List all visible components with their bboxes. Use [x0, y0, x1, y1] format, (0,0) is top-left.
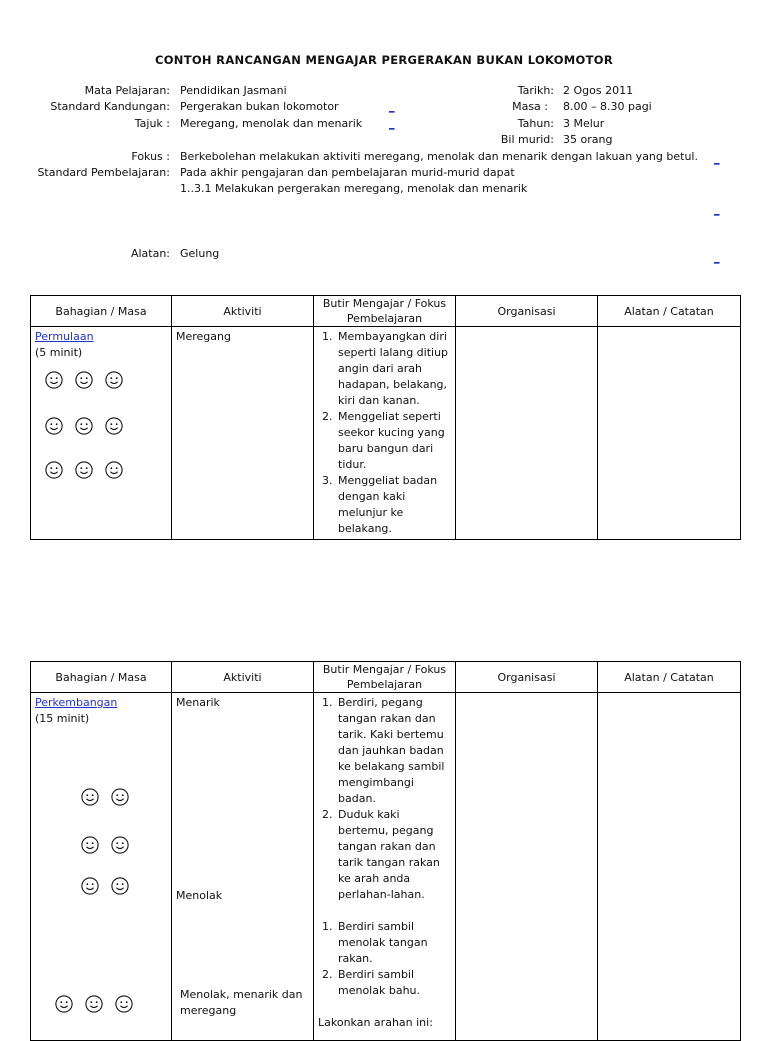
aktiviti-cell: Meregang — [172, 327, 314, 540]
butir-cell — [314, 693, 456, 1041]
list-item: 3. Menggeliat badan dengan kaki melunjur ke belakang. — [336, 473, 451, 537]
alatan-value: Gelung — [180, 247, 220, 260]
header-aktiviti: Aktiviti — [172, 662, 314, 693]
document-title: CONTOH RANCANGAN MENGAJAR PERGERAKAN BUKAN LOKOMOTOR — [154, 53, 614, 67]
smiley-face-icon — [105, 417, 123, 435]
formation-row — [39, 371, 129, 394]
smiley-face-icon — [75, 417, 93, 435]
list-item: 1. Berdiri, pegang tangan rakan dan tarik. Kaki bertemu dan jauhkan badan ke belakang sambil mengimbangi badan. — [336, 695, 451, 807]
standard-kandungan-label: Standard Kandungan: — [50, 100, 170, 113]
smiley-face-icon — [85, 995, 103, 1013]
smiley-face-icon — [105, 371, 123, 389]
list-item: 1. Membayangkan diri seperti lalang ditiup angin dari arah hadapan, belakang, kiri dan kanan. — [336, 329, 451, 409]
field-marker[interactable]: _ — [714, 203, 720, 216]
section-link-permulaan[interactable]: Permulaan — [35, 330, 94, 343]
header-aktiviti: Aktiviti — [172, 296, 314, 327]
formation-row — [75, 836, 135, 859]
aktiviti-cell — [172, 693, 314, 1041]
smiley-face-icon — [111, 836, 129, 854]
field-marker[interactable]: _ — [714, 251, 720, 264]
activity-menarik: Menarik — [176, 696, 220, 709]
header-alatan: Alatan / Catatan — [598, 296, 741, 327]
smiley-face-icon — [111, 877, 129, 895]
table-header-row — [31, 296, 741, 327]
duration-text: (15 minit) — [35, 712, 90, 725]
activity-menolak: Menolak — [176, 889, 223, 902]
lakonan-text: Lakonkan arahan ini: — [318, 1016, 433, 1029]
lesson-table-perkembangan — [30, 661, 741, 1041]
smiley-face-icon — [55, 995, 73, 1013]
table-header-row — [31, 662, 741, 693]
bahagian-cell — [31, 327, 172, 540]
field-marker[interactable]: _ — [389, 117, 395, 130]
header-organisasi: Organisasi — [456, 662, 598, 693]
tajuk-label: Tajuk : — [134, 117, 170, 130]
bahagian-cell — [31, 693, 172, 1041]
formation-row — [75, 877, 135, 900]
lesson-table-permulaan — [30, 295, 741, 540]
smiley-face-icon — [115, 995, 133, 1013]
list-item: 2. Duduk kaki bertemu, pegang tangan rakan dan tarik tangan rakan ke arah anda perlahan-lahan. — [336, 807, 451, 903]
standard-kandungan-value: Pergerakan bukan lokomotor — [180, 100, 339, 113]
table-row — [31, 693, 741, 1041]
fokus-label: Fokus : — [131, 150, 170, 163]
header-butir: Butir Mengajar / Fokus Pembelajaran — [314, 296, 456, 327]
fokus-value: Berkebolehan melakukan aktiviti meregang, menolak dan menarik dengan lakuan yang betul. — [180, 150, 698, 163]
smiley-face-icon — [81, 877, 99, 895]
list-item: 2. Berdiri sambil menolak bahu. — [336, 967, 451, 999]
organisasi-cell — [456, 693, 598, 1041]
tarikh-value: 2 Ogos 2011 — [563, 84, 634, 97]
standard-pembelajaran-line2: 1..3.1 Melakukan pergerakan meregang, menolak dan menarik — [180, 182, 528, 195]
formation-row — [75, 788, 135, 811]
smiley-face-icon — [105, 461, 123, 479]
field-marker[interactable]: _ — [389, 100, 395, 113]
masa-value: 8.00 – 8.30 pagi — [563, 100, 652, 113]
smiley-face-icon — [45, 461, 63, 479]
butir-list — [318, 329, 451, 537]
bil-murid-value: 35 orang — [563, 133, 613, 146]
smiley-face-icon — [45, 371, 63, 389]
header-butir: Butir Mengajar / Fokus Pembelajaran — [314, 662, 456, 693]
smiley-face-icon — [81, 836, 99, 854]
tajuk-value: Meregang, menolak dan menarik — [180, 117, 363, 130]
standard-pembelajaran-line1: Pada akhir pengajaran dan pembelajaran murid-murid dapat — [180, 166, 515, 179]
header-alatan: Alatan / Catatan — [598, 662, 741, 693]
activity-gabungan: Menolak, menarik dan meregang — [180, 988, 303, 1017]
standard-pembelajaran-label: Standard Pembelajaran: — [37, 166, 170, 179]
tarikh-label: Tarikh: — [517, 84, 554, 97]
duration-text: (5 minit) — [35, 346, 83, 359]
mata-pelajaran-label: Mata Pelajaran: — [84, 84, 170, 97]
alatan-label: Alatan: — [130, 247, 170, 260]
section-link-perkembangan[interactable]: Perkembangan — [35, 696, 118, 709]
tahun-label: Tahun: — [517, 117, 554, 130]
formation-row — [49, 995, 139, 1018]
smiley-face-icon — [75, 461, 93, 479]
organisasi-cell — [456, 327, 598, 540]
smiley-face-icon — [75, 371, 93, 389]
alatan-cell — [598, 327, 741, 540]
smiley-face-icon — [81, 788, 99, 806]
bil-murid-label: Bil murid: — [500, 133, 554, 146]
header-organisasi: Organisasi — [456, 296, 598, 327]
formation-row — [39, 417, 129, 440]
tahun-value: 3 Melur — [563, 117, 605, 130]
list-item: 1. Berdiri sambil menolak tangan rakan. — [336, 919, 451, 967]
butir-cell — [314, 327, 456, 540]
field-marker[interactable]: _ — [714, 152, 720, 165]
masa-label: Masa : — [512, 100, 548, 113]
formation-row — [39, 461, 129, 484]
butir-list-menolak — [318, 919, 451, 999]
header-bahagian: Bahagian / Masa — [31, 296, 172, 327]
smiley-face-icon — [45, 417, 63, 435]
smiley-face-icon — [111, 788, 129, 806]
list-item: 2. Menggeliat seperti seekor kucing yang baru bangun dari tidur. — [336, 409, 451, 473]
header-bahagian: Bahagian / Masa — [31, 662, 172, 693]
table-row — [31, 327, 741, 540]
mata-pelajaran-value: Pendidikan Jasmani — [180, 84, 287, 97]
alatan-cell — [598, 693, 741, 1041]
butir-list-menarik — [318, 695, 451, 903]
